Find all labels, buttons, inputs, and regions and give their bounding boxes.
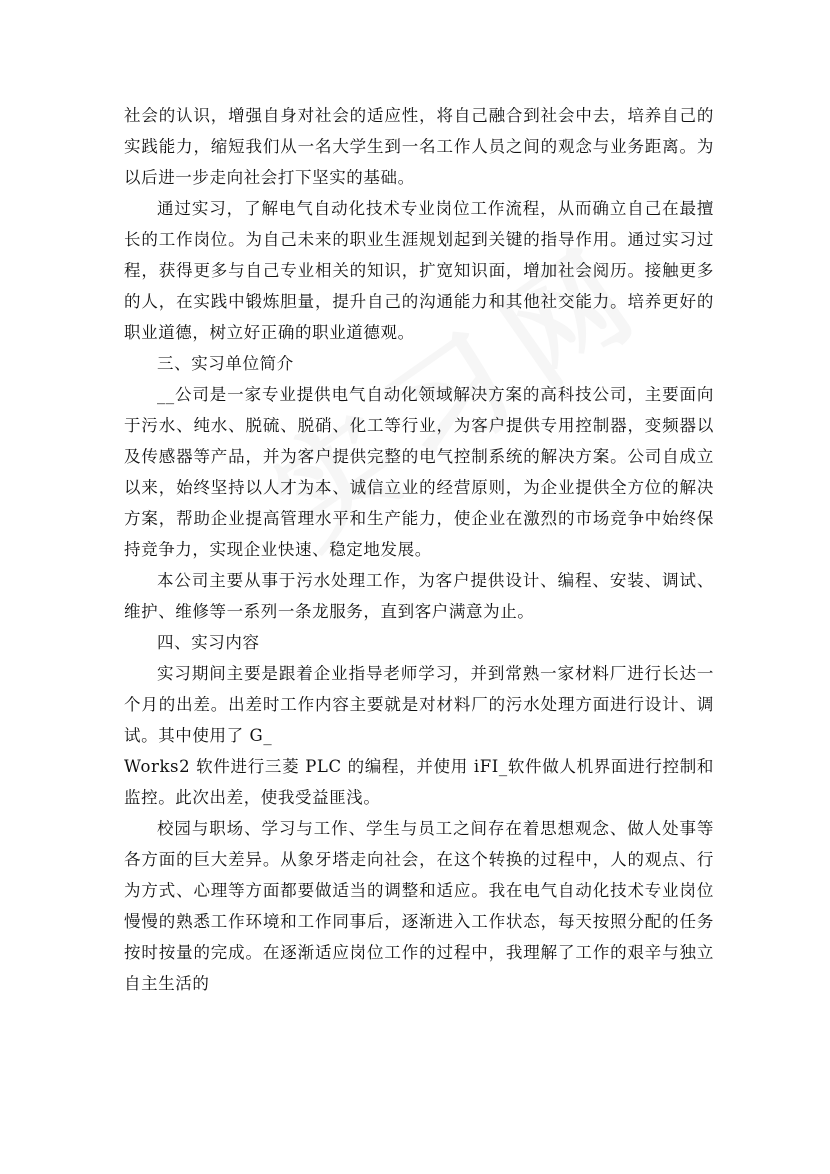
paragraph-7: 校园与职场、学习与工作、学生与员工之间存在着思想观念、做人处事等各方面的巨大差异。从象牙塔走向社会，在这个转换的过程中，人的观点、行为方式、心理等方面都要做适当的调整和适应。我在电气自动化技术专业岗位慢慢的熟悉工作环境和工作同事后，逐渐进入工作状态，每天按照分配的任务按时按量的完成。在逐渐适应岗位工作的过程中，我理解了工作的艰辛与独立自主生活的 [124,819,714,993]
paragraph-4: 本公司主要从事于污水处理工作，为客户提供设计、编程、安装、调试、维护、维修等一系列一条龙服务，直到客户满意为止。 [124,571,714,621]
section-heading-content: 四、实习内容 [157,633,260,652]
paragraph-1: 社会的认识，增强自身对社会的适应性，将自己融合到社会中去，培养自己的实践能力，缩短我们从一名大学生到一名工作人员之间的观念与业务距离。为以后进一步走向社会打下坚实的基础。 [124,106,714,187]
document-body [124,100,714,999]
section-heading-company: 三、实习单位简介 [157,354,294,373]
paragraph-3: __公司是一家专业提供电气自动化领域解决方案的高科技公司，主要面向于污水、纯水、脱硫、脱硝、化工等行业，为客户提供专用控制器，变频器以及传感器等产品，并为客户提供完整的电气控制系统的解决方案。公司自成立以来，始终坚持以人才为本、诚信立业的经营原则，为企业提供全方位的解决方案，帮助企业提高管理水平和生产能力，使企业在激烈的市场竞争中始终保持竞争力，实现企业快速、稳定地发展。 [124,385,714,559]
paragraph-6: Works2 软件进行三菱 PLC 的编程，并使用 iFI_软件做人机界面进行控制和监控。此次出差，使我受益匪浅。 [124,757,714,807]
paragraph-2: 通过实习，了解电气自动化技术专业岗位工作流程，从而确立自己在最擅长的工作岗位。为自己未来的职业生涯规划起到关键的指导作用。通过实习过程，获得更多与自己专业相关的知识，扩宽知识面，增加社会阅历。接触更多的人，在实践中锻炼胆量，提升自己的沟通能力和其他社交能力。培养更好的职业道德，树立好正确的职业道德观。 [124,199,714,342]
paragraph-5: 实习期间主要是跟着企业指导老师学习，并到常熟一家材料厂进行长达一个月的出差。出差时工作内容主要就是对材料厂的污水处理方面进行设计、调试。其中使用了 G_ [124,664,714,745]
